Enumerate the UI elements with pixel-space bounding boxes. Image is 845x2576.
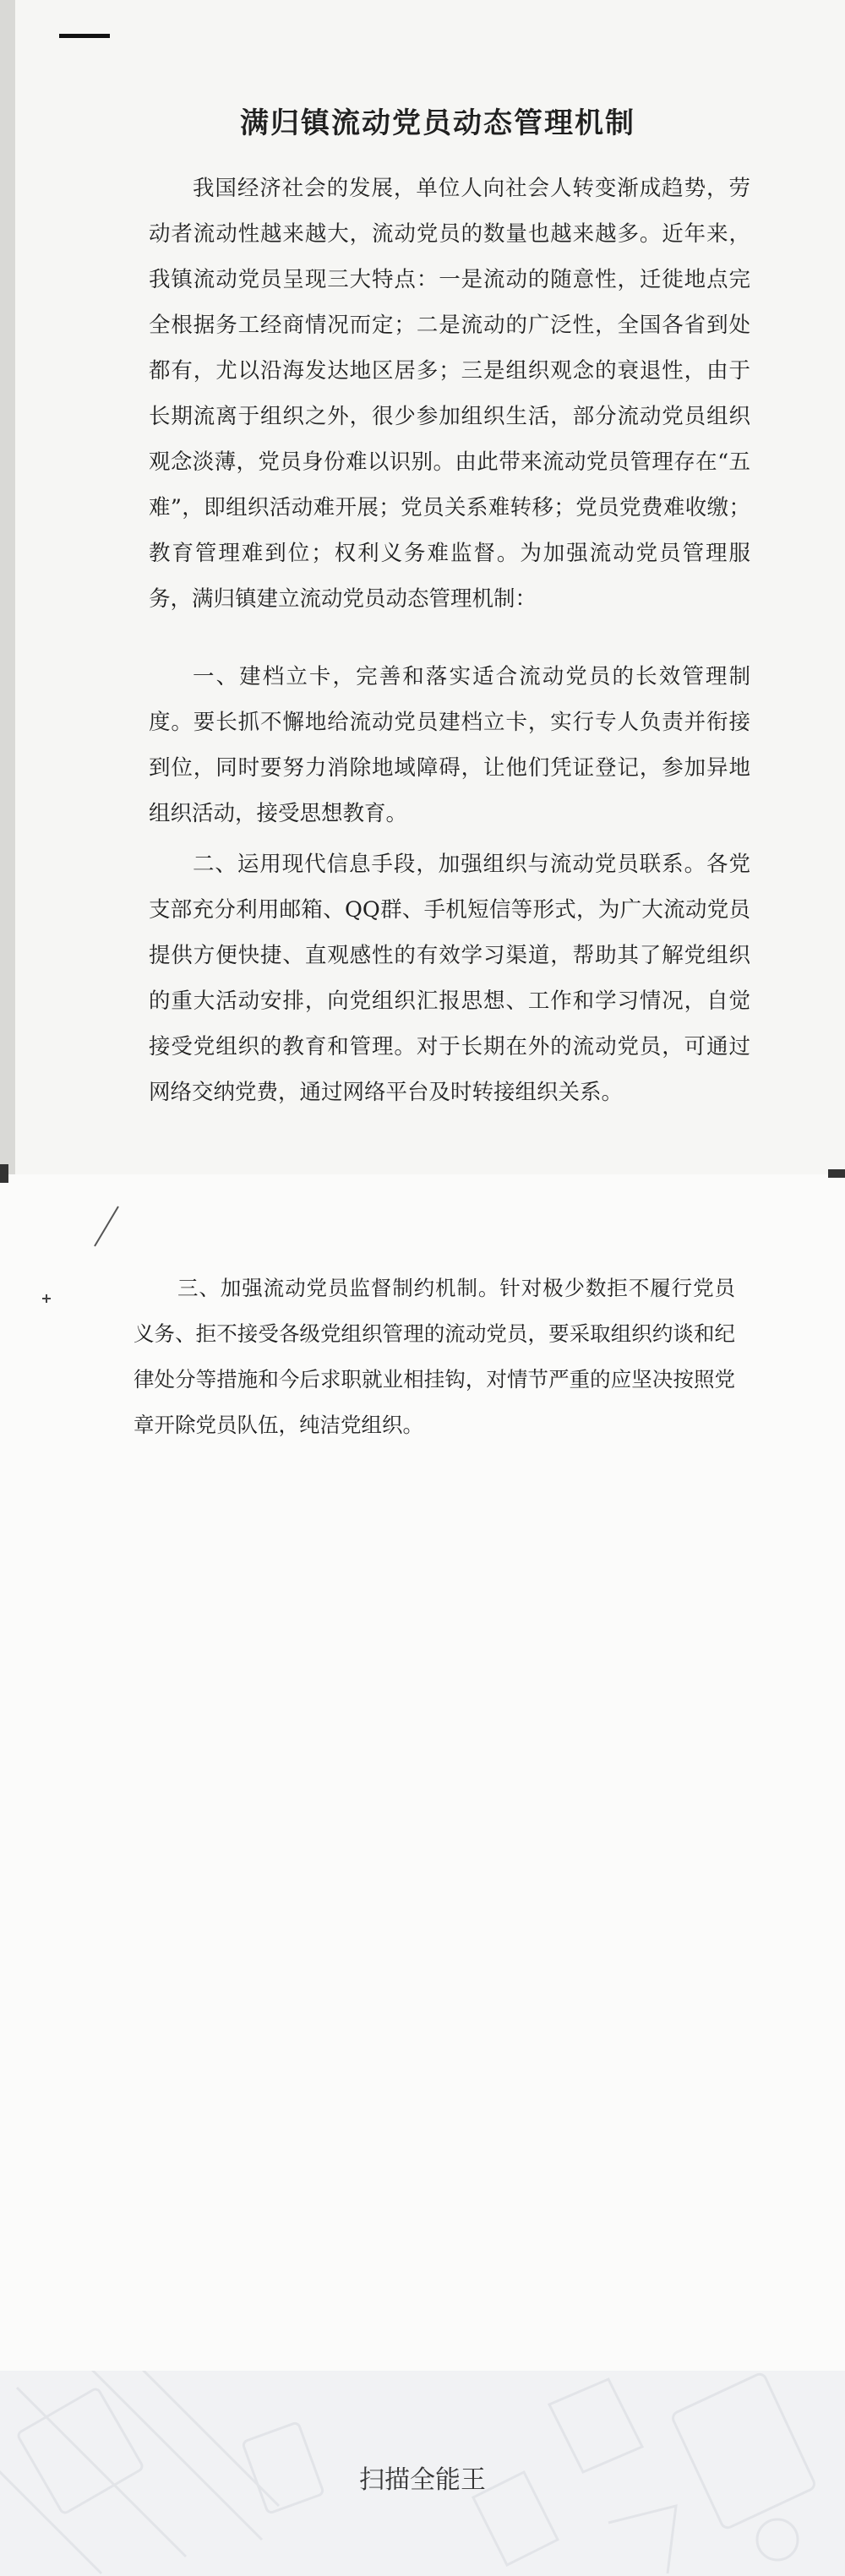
- scan-scratch-mark: [95, 1206, 118, 1246]
- footer-pattern-card: [671, 2372, 816, 2530]
- intro-paragraph: 我国经济社会的发展，单位人向社会人转变渐成趋势，劳动者流动性越来越大，流动党员的数量也越来越多。近年来，我镇流动党员呈现三大特点：一是流动的随意性，迁徙地点完全根据务工经商情况而定；二是流动的广泛性，全国各省到处都有，尤以沿海发达地区居多；三是组织观念的衰退性，由于长期流离于组织之外，很少参加组织生活，部分流动党员组织观念淡薄，党员身份难以识别。由此带来流动党员管理存在“五难”，即组织活动难开展；党员关系难转移；党员党费难收缴；教育管理难到位；权利义务难监督。为加强流动党员管理服务，满归镇建立流动党员动态管理机制：: [149, 176, 750, 612]
- section-2-paragraph: 二、运用现代信息手段，加强组织与流动党员联系。各党支部充分利用邮箱、QQ群、手机短信等形式，为广大流动党员提供方便快捷、直观感性的有效学习渠道，帮助其了解党组织的重大活动安排，向党组织汇报思想、工作和学习情况，自觉接受党组织的教育和管理。对于长期在外的流动党员，可通过网络交纳党费，通过网络平台及时转接组织关系。: [149, 852, 750, 1105]
- footer-pattern-circle: [757, 2519, 798, 2560]
- document-title: 满归镇流动党员动态管理机制: [240, 106, 635, 140]
- scanner-app-name: 扫描全能王: [359, 2465, 486, 2495]
- corner-mark: [59, 34, 110, 38]
- section-3-paragraph: 三、加强流动党员监督制约机制。针对极少数拒不履行党员义务、拒不接受各级党组织管理的流动党员，要采取组织约谈和纪律处分等措施和今后求职就业相挂钩，对情节严重的应坚决按照党章开除党员队伍，纯洁党组织。: [134, 1276, 735, 1437]
- footer-pattern-lines: [608, 2506, 676, 2573]
- scan-edge-mark: [0, 1164, 8, 1183]
- section-1-paragraph: 一、建档立卡，完善和落实适合流动党员的长效管理制度。要长抓不懈地给流动党员建档立卡，实行专人负责并衔接到位，同时要努力消除地域障碍，让他们凭证登记，参加异地组织活动，接受思想教育。: [149, 664, 750, 826]
- scanned-page-2: [0, 1174, 845, 2371]
- scanned-page-1: [0, 0, 845, 1174]
- scan-edge-mark: [828, 1169, 845, 1178]
- scanner-footer: [0, 2371, 845, 2576]
